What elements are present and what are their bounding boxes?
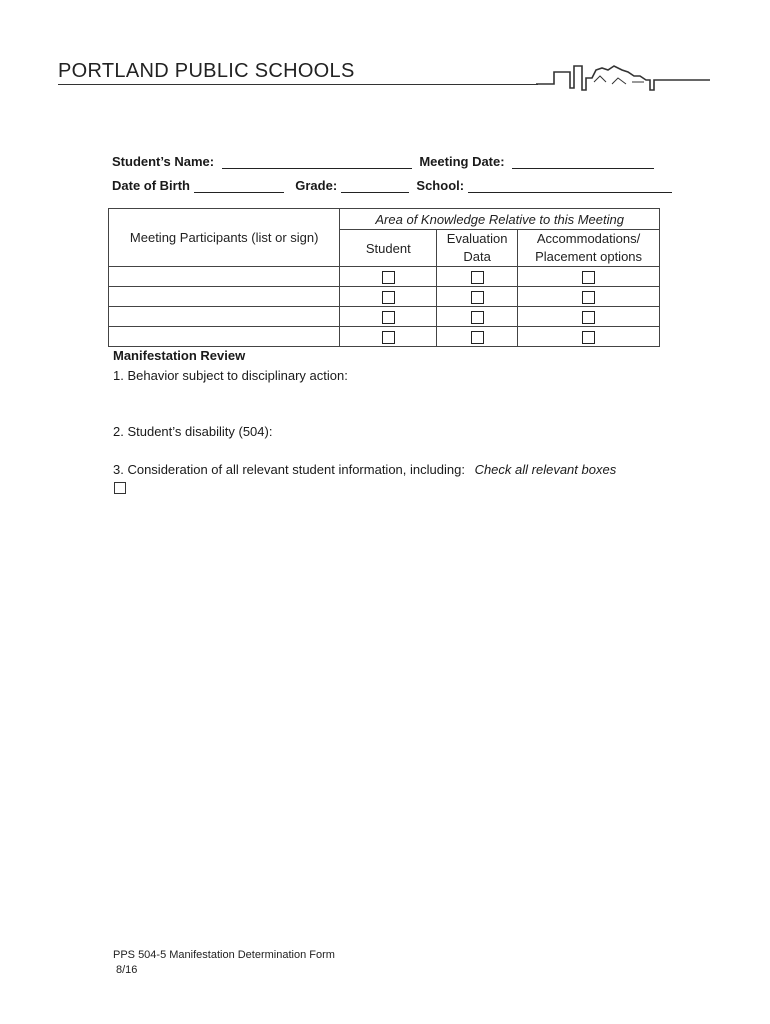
disability-item: 2. Student’s disability (504): xyxy=(113,424,273,439)
evaluation-header-line2: Data xyxy=(463,249,491,264)
evaluation-checkbox[interactable] xyxy=(471,311,484,324)
accommodations-checkbox[interactable] xyxy=(582,291,595,304)
behavior-item: 1. Behavior subject to disciplinary action: xyxy=(113,368,348,383)
accommodations-header-line2: Placement options xyxy=(535,249,643,264)
grade-label: Grade: xyxy=(295,178,338,193)
dob-field[interactable] xyxy=(194,178,284,193)
page-header xyxy=(58,60,710,96)
table-row xyxy=(109,307,660,327)
student-checkbox[interactable] xyxy=(382,271,395,284)
accommodations-column-header xyxy=(518,230,660,267)
relevant-info-checkbox[interactable] xyxy=(114,482,126,494)
participants-header: Meeting Participants (list or sign) xyxy=(109,209,340,267)
student-checkbox[interactable] xyxy=(382,291,395,304)
header-rule xyxy=(58,84,538,85)
organization-title: PORTLAND PUBLIC SCHOOLS xyxy=(58,60,355,82)
participants-table xyxy=(108,208,660,347)
participant-name-cell[interactable] xyxy=(109,287,340,307)
form-name: PPS 504-5 Manifestation Determination Form xyxy=(113,949,335,961)
student-checkbox[interactable] xyxy=(382,331,395,344)
evaluation-header-line1: Evaluation xyxy=(446,231,508,246)
accommodations-checkbox[interactable] xyxy=(582,311,595,324)
accommodations-checkbox[interactable] xyxy=(582,331,595,344)
school-field[interactable] xyxy=(468,178,672,193)
table-row xyxy=(109,327,660,347)
student-name-label: Student’s Name: xyxy=(112,154,215,169)
grade-field[interactable] xyxy=(341,178,409,193)
participant-name-cell[interactable] xyxy=(109,307,340,327)
evaluation-column-header xyxy=(437,230,518,267)
participant-name-cell[interactable] xyxy=(109,327,340,347)
evaluation-checkbox[interactable] xyxy=(471,271,484,284)
accommodations-checkbox[interactable] xyxy=(582,271,595,284)
student-checkbox[interactable] xyxy=(382,311,395,324)
table-row xyxy=(109,267,660,287)
area-of-knowledge-header: Area of Knowledge Relative to this Meeting xyxy=(340,209,660,230)
dob-label: Date of Birth xyxy=(112,178,190,193)
evaluation-checkbox[interactable] xyxy=(471,291,484,304)
city-skyline-icon xyxy=(536,60,710,94)
meeting-date-field[interactable] xyxy=(512,154,654,169)
evaluation-checkbox[interactable] xyxy=(471,331,484,344)
student-column-header: Student xyxy=(340,230,437,267)
participant-name-cell[interactable] xyxy=(109,267,340,287)
consideration-hint: Check all relevant boxes xyxy=(474,462,617,477)
meeting-date-label: Meeting Date: xyxy=(419,154,505,169)
dob-row xyxy=(112,178,672,193)
form-date: 8/16 xyxy=(116,964,138,976)
consideration-item xyxy=(113,462,616,477)
table-row xyxy=(109,287,660,307)
student-name-field[interactable] xyxy=(222,154,412,169)
student-name-row xyxy=(112,154,654,169)
consideration-text: 3. Consideration of all relevant student information, including: xyxy=(113,462,465,477)
school-label: School: xyxy=(416,178,465,193)
page-footer xyxy=(113,948,335,978)
manifestation-review-title: Manifestation Review xyxy=(113,348,246,363)
accommodations-header-line1: Accommodations/ xyxy=(536,231,641,246)
